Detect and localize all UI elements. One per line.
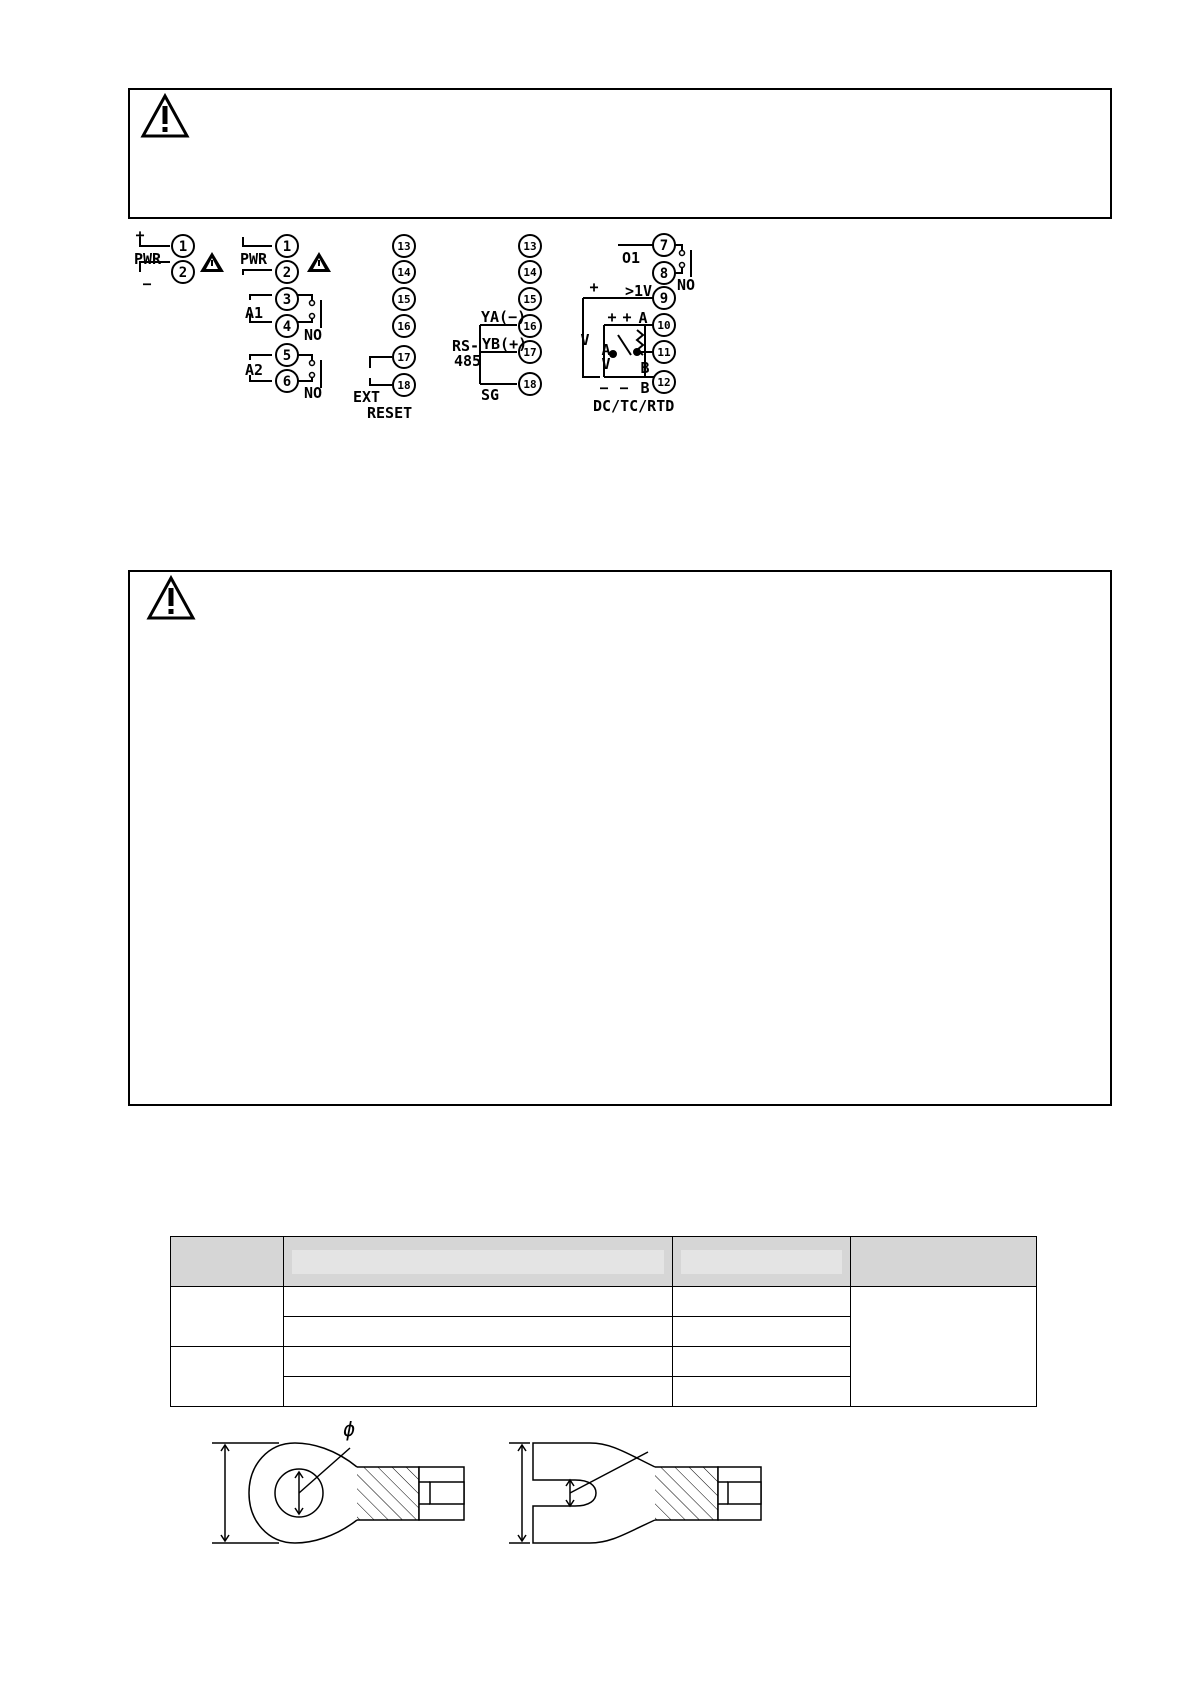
contact-dot — [310, 361, 315, 366]
ext-label: EXT — [353, 388, 381, 406]
terminal-number: 13 — [397, 240, 411, 253]
input-minus-label: − — [599, 379, 609, 397]
sg-label: SG — [481, 386, 500, 404]
input-a-label: A — [601, 341, 611, 359]
contact-dot — [680, 251, 685, 256]
contact-dot — [310, 314, 315, 319]
yb-label: YB(+) — [482, 335, 528, 353]
terminal-number: 3 — [282, 292, 292, 308]
warning-triangle-icon — [146, 575, 196, 621]
crimp-terminal-spec-table — [170, 1236, 1037, 1407]
terminal-number: 8 — [659, 266, 669, 282]
ya-label: YA(−) — [481, 308, 527, 326]
input-plus-label: + — [607, 308, 617, 326]
input-v-label: V — [580, 331, 590, 349]
input-b-label: B — [640, 379, 650, 397]
table-header-cell — [673, 1237, 851, 1287]
terminal-number: 13 — [523, 240, 537, 253]
terminal-number: 17 — [523, 346, 537, 359]
a1-label: A1 — [245, 304, 264, 322]
table-header-cell — [283, 1237, 673, 1287]
terminal-number: 15 — [523, 293, 537, 306]
input-plus-label: + — [589, 278, 599, 296]
table-row — [171, 1287, 1037, 1317]
a1-contact-label: NO — [304, 326, 323, 344]
phi-symbol: ϕ — [343, 1417, 356, 1441]
terminal-number: 4 — [282, 319, 292, 335]
reset-label: RESET — [367, 404, 413, 422]
warning-box-2 — [128, 570, 1112, 1106]
terminal-number: 5 — [282, 348, 292, 364]
485-label: 485 — [454, 352, 482, 370]
terminal-number: 18 — [523, 378, 537, 391]
terminal-number: 1 — [178, 239, 188, 255]
contact-dot — [310, 373, 315, 378]
a2-label: A2 — [245, 361, 264, 379]
o1-label: O1 — [622, 249, 641, 267]
terminal-wiring-diagram — [0, 0, 1190, 440]
input-minus-label: − — [619, 379, 629, 397]
terminal-number: 2 — [178, 265, 188, 281]
input-plus-label: + — [622, 308, 632, 326]
pwr-label: PWR — [240, 250, 268, 268]
terminal-number: 14 — [523, 266, 537, 279]
input-b-label: B — [640, 359, 650, 377]
terminal-number: 17 — [397, 351, 411, 364]
crimp-terminal-drawings — [0, 1400, 1190, 1560]
terminal-number: 11 — [657, 346, 671, 359]
input-a-label: A — [638, 309, 648, 327]
warning-triangle-icon — [200, 252, 224, 272]
o1-contact-label: NO — [677, 276, 696, 294]
terminal-number: 15 — [397, 293, 411, 306]
terminal-number: 10 — [657, 319, 671, 332]
terminal-number: 9 — [659, 291, 669, 307]
terminal-number: 14 — [397, 266, 411, 279]
ring-terminal-drawing — [212, 1443, 464, 1543]
terminal-number: 18 — [397, 379, 411, 392]
a2-contact-label: NO — [304, 384, 323, 402]
terminal-number: 6 — [282, 374, 292, 390]
input-v-label: V — [601, 355, 611, 373]
terminal-number: 16 — [397, 320, 411, 333]
contact-dot — [680, 263, 685, 268]
warning-triangle-icon — [307, 252, 331, 272]
power-minus-label: − — [142, 275, 152, 293]
power-plus-label: + — [135, 226, 145, 244]
input-caption: DC/TC/RTD — [593, 397, 675, 415]
gt1v-label: >1V — [625, 282, 653, 300]
table-header-cell — [171, 1237, 284, 1287]
terminal-number: 2 — [282, 265, 292, 281]
terminal-number: 12 — [657, 376, 671, 389]
pwr-label: PWR — [134, 250, 162, 268]
terminal-number: 7 — [659, 238, 669, 254]
table-header-cell — [851, 1237, 1037, 1287]
rs-label: RS- — [452, 337, 480, 355]
contact-dot — [310, 301, 315, 306]
fork-terminal-drawing — [509, 1443, 761, 1543]
terminal-number: 16 — [523, 320, 537, 333]
terminal-number: 1 — [282, 239, 292, 255]
